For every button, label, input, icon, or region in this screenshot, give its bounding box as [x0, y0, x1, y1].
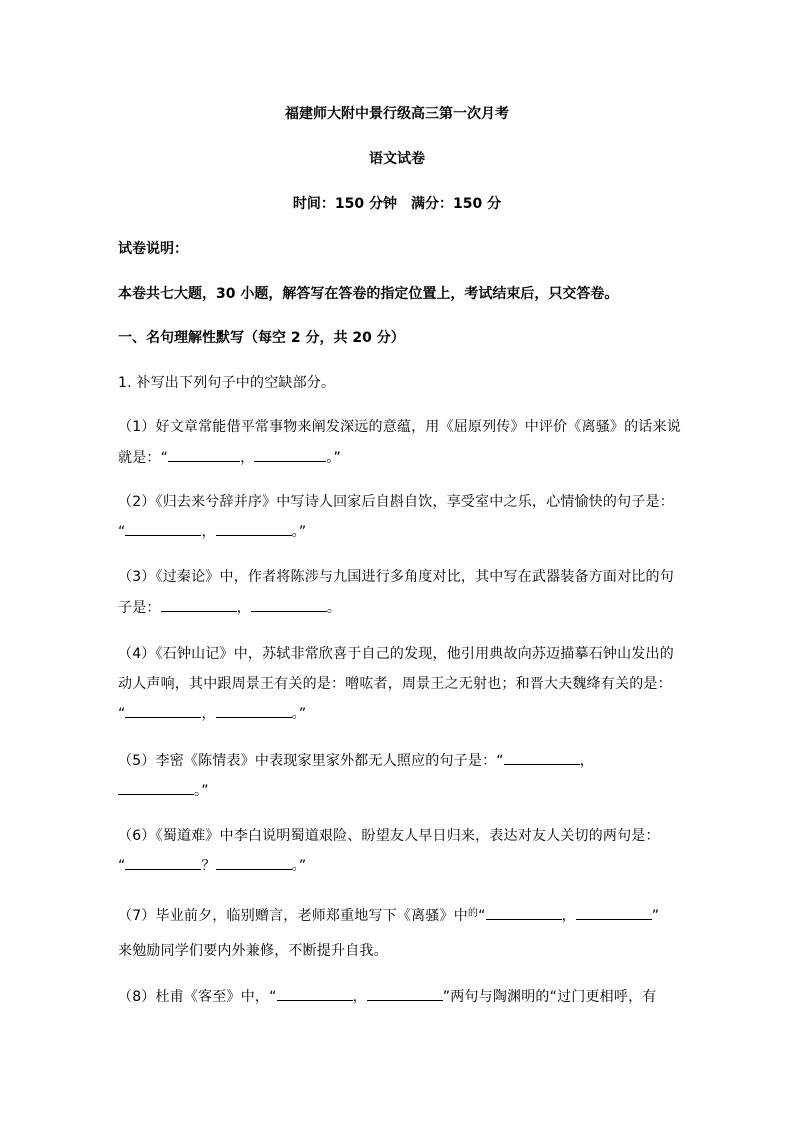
- q2-prefix: “: [118, 524, 126, 540]
- answer-blank[interactable]: [216, 521, 292, 536]
- q3-line1: （3）《过秦论》中，作者将陈涉与九国进行多角度对比，其中写在武器装备方面对比的句: [118, 569, 674, 585]
- answer-blank[interactable]: [486, 905, 562, 920]
- q3-line2: [118, 597, 341, 617]
- q7-sep: ，: [561, 908, 576, 924]
- answer-blank[interactable]: [168, 447, 240, 462]
- q8-sep: ，: [352, 989, 367, 1005]
- answer-blank[interactable]: [216, 703, 292, 718]
- answer-blank[interactable]: [504, 750, 580, 765]
- q7-quote-close: ”: [651, 908, 660, 924]
- q4-prefix: “: [118, 706, 126, 722]
- q4-line2: 动人声响，其中跟周景王有关的是：噌吰者，周景王之无射也；和晋大夫魏绛有关的是：: [118, 676, 672, 692]
- answer-blank[interactable]: [576, 905, 652, 920]
- subject-title: 语文试卷: [369, 151, 425, 167]
- q5-prefix: （5）李密《陈情表》中表现家里家外都无人照应的句子是：“: [118, 753, 504, 769]
- q4-end: 。”: [291, 706, 307, 722]
- q7-line2: 来勉励同学们要内外兼修，不断提升自我。: [118, 943, 388, 959]
- q7-prefix: （7）毕业前夕，临别赠言，老师郑重地写下《离骚》中: [118, 908, 468, 924]
- q1-line2: [118, 447, 341, 467]
- q1-line1: （1）好文章常能借平常事物来阐发深远的意蕴，用《屈原列传》中评价《离骚》的话来说: [118, 419, 681, 435]
- time-info: 时间：150 分钟 满分：150 分: [292, 196, 502, 212]
- q4-line3: [118, 703, 306, 723]
- q3-prefix: 子是：: [118, 600, 161, 616]
- section-title: 一、名句理解性默写（每空 2 分，共 20 分）: [118, 330, 405, 346]
- answer-blank[interactable]: [216, 855, 292, 870]
- q4-line1: （4）《石钟山记》中，苏轼非常欣喜于自己的发现，他引用典故向苏迈描摹石钟山发出的: [118, 646, 674, 662]
- q2-end: 。”: [291, 524, 307, 540]
- q5-line1: [118, 750, 594, 770]
- answer-blank[interactable]: [125, 855, 201, 870]
- answer-blank[interactable]: [125, 703, 201, 718]
- q6-line2: [118, 855, 306, 875]
- q2-line2: [118, 521, 306, 541]
- q8-prefix: （8）杜甫《客至》中，“: [118, 989, 277, 1005]
- q8-line1: [118, 986, 656, 1006]
- q6-sep: ？: [201, 858, 216, 874]
- answer-blank[interactable]: [125, 521, 201, 536]
- answer-blank[interactable]: [367, 986, 443, 1001]
- school-title: 福建师大附中景行级高三第一次月考: [285, 106, 509, 122]
- q5-line2: [118, 780, 209, 800]
- q5-end: 。”: [194, 783, 209, 799]
- q4-sep: ，: [201, 706, 216, 722]
- answer-blank[interactable]: [254, 447, 326, 462]
- q3-sep: ，: [236, 600, 251, 616]
- answer-blank[interactable]: [161, 597, 237, 612]
- q7-superscript: 的: [467, 908, 479, 919]
- q1-sep: ，: [240, 450, 255, 466]
- q2-line1: （2）《归去来兮辞并序》中写诗人回家后自斟自饮，享受室中之乐，心情愉快的句子是：: [118, 494, 674, 510]
- q5-sep: ，: [579, 753, 594, 769]
- q8-suffix: ”两句与陶渊明的“过门更相呼，有: [442, 989, 657, 1005]
- q7-line1: [118, 904, 659, 925]
- q1-prefix: 就是：“: [118, 450, 169, 466]
- answer-blank[interactable]: [251, 597, 327, 612]
- q6-end: 。”: [291, 858, 307, 874]
- q7-quote-open: “: [478, 908, 486, 924]
- q6-prefix: “: [118, 858, 126, 874]
- q6-line1: （6）《蜀道难》中李白说明蜀道艰险、盼望友人早日归来，表达对友人关切的两句是：: [118, 828, 660, 844]
- instructions-text: 本卷共七大题，30 小题，解答写在答卷的指定位置上，考试结束后，只交答卷。: [118, 286, 619, 302]
- answer-blank[interactable]: [277, 986, 353, 1001]
- answer-blank[interactable]: [118, 780, 194, 795]
- q2-sep: ，: [201, 524, 216, 540]
- q3-end: 。: [326, 600, 342, 616]
- q1-end: 。”: [326, 450, 341, 466]
- question-intro: 1. 补写出下列句子中的空缺部分。: [118, 375, 336, 391]
- instructions-heading: 试卷说明：: [118, 241, 188, 257]
